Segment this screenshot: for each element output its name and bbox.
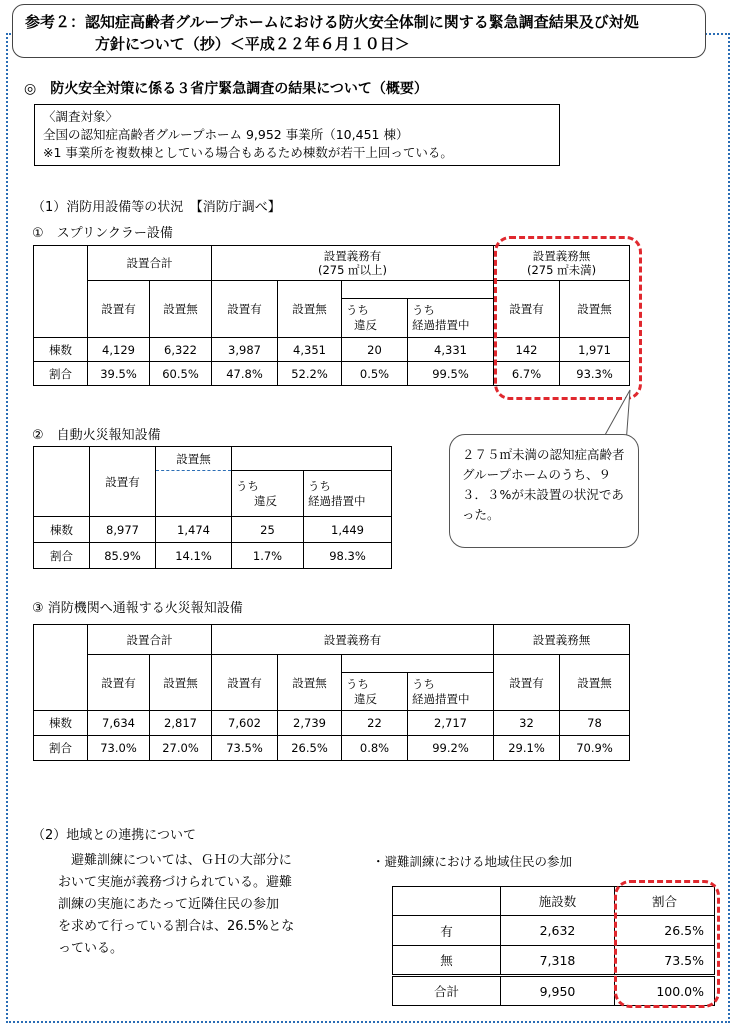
col-group-required: 設置義務有	[212, 625, 494, 655]
col-group-required	[212, 246, 494, 281]
cell: 26.5%	[615, 916, 715, 946]
cell: 100.0%	[615, 976, 715, 1006]
para-line: 避難訓練については、ＧＨの大部分に	[58, 853, 292, 868]
uchi-label: うち	[308, 478, 331, 493]
corner-cell	[34, 246, 88, 338]
para-line: を求めて行っている割合は、26.5%とな	[58, 919, 295, 934]
para-line: っている。	[58, 941, 124, 956]
fire-alarm-table	[33, 446, 392, 569]
violation-label: 違反	[254, 493, 277, 508]
uchi-label: うち	[236, 478, 259, 493]
cell: 3,987	[212, 338, 278, 362]
cell: 4,331	[408, 338, 494, 362]
cell: 47.8%	[212, 362, 278, 386]
row-label-count: 棟数	[34, 338, 88, 362]
col-yes: 設置有	[212, 655, 278, 711]
col-ratio: 割合	[615, 887, 715, 916]
header-line-1: 参考２：認知症高齢者グループホームにおける防火安全体制に関する緊急調査結果及び対処	[25, 13, 639, 31]
cell: 1.7%	[232, 543, 304, 569]
cell: 142	[494, 338, 560, 362]
para-line: 訓練の実施にあたって近隣住民の参加	[58, 897, 280, 912]
cell: 4,129	[88, 338, 150, 362]
cell: 1,474	[156, 517, 232, 543]
col-no: 設置無	[278, 655, 342, 711]
cell: 7,318	[501, 946, 615, 976]
cell: 1,449	[304, 517, 392, 543]
col-no: 設置無	[560, 655, 630, 711]
cell: 32	[494, 711, 560, 736]
cell: 2,632	[501, 916, 615, 946]
col-no: 設置無	[150, 655, 212, 711]
col-transitional	[304, 471, 392, 517]
cell: 2,739	[278, 711, 342, 736]
cell: 70.9%	[560, 736, 630, 761]
row-label: 有	[393, 916, 501, 946]
sprinkler-title: ① スプリンクラー設備	[32, 226, 173, 241]
cell: 73.5%	[212, 736, 278, 761]
cell: 27.0%	[150, 736, 212, 761]
survey-target-box	[34, 104, 560, 166]
cell: 9,950	[501, 976, 615, 1006]
uchi-label: うち	[412, 676, 435, 691]
participation-title: ・避難訓練における地域住民の参加	[372, 854, 573, 869]
cell: 6,322	[150, 338, 212, 362]
spacer-cell	[342, 281, 494, 299]
cell: 2,817	[150, 711, 212, 736]
cell: 93.3%	[560, 362, 630, 386]
spacer-cell	[342, 655, 494, 673]
header-line-2: 方針について（抄）＜平成２２年６月１０日＞	[95, 35, 410, 53]
cell: 4,351	[278, 338, 342, 362]
cell: 2,717	[408, 711, 494, 736]
col-no: 設置無	[150, 281, 212, 338]
col-yes: 設置有	[88, 281, 150, 338]
cell: 78	[560, 711, 630, 736]
page-header	[12, 4, 706, 58]
cell: 7,634	[88, 711, 150, 736]
corner-cell	[34, 447, 90, 517]
notify-title: ③ 消防機関へ通報する火災報知設備	[32, 601, 243, 616]
highlight-not-required	[494, 236, 642, 400]
col-yes: 設置有	[212, 281, 278, 338]
cell: 85.9%	[90, 543, 156, 569]
callout-bubble: ２７５㎡未満の認知症高齢者グループホームのうち、９３．３%が未設置の状況であった。	[449, 434, 639, 548]
cell: 98.3%	[304, 543, 392, 569]
cell: 99.5%	[408, 362, 494, 386]
survey-heading: 〈調査対象〉	[43, 109, 119, 124]
corner-cell	[393, 887, 501, 916]
cell: 73.0%	[88, 736, 150, 761]
row-label-ratio: 割合	[34, 543, 90, 569]
cell: 6.7%	[494, 362, 560, 386]
uchi-label: うち	[346, 676, 369, 691]
para-line: おいて実施が義務づけられている。避難	[58, 875, 293, 890]
section1-title: （1）消防用設備等の状況 【消防庁調べ】	[32, 200, 281, 215]
col-violation	[232, 471, 304, 517]
spacer-cell	[156, 471, 232, 517]
col-transitional	[408, 299, 494, 338]
col-no: 設置無	[278, 281, 342, 338]
notify-table	[33, 624, 630, 761]
highlight-ratio-column	[614, 880, 720, 1008]
fire-alarm-title: ② 自動火災報知設備	[32, 428, 161, 443]
transitional-label: 経過措置中	[412, 691, 470, 706]
required-label: 設置義務有	[323, 249, 382, 263]
cell: 0.8%	[342, 736, 408, 761]
cell: 60.5%	[150, 362, 212, 386]
col-transitional	[408, 673, 494, 711]
col-no: 設置無	[560, 281, 630, 338]
cell: 29.1%	[494, 736, 560, 761]
cell: 7,602	[212, 711, 278, 736]
cell: 26.5%	[278, 736, 342, 761]
row-label: 無	[393, 946, 501, 976]
col-group-not-required: 設置義務無	[494, 625, 630, 655]
transitional-label: 経過措置中	[412, 318, 470, 332]
cell: 52.2%	[278, 362, 342, 386]
main-title: ◎ 防火安全対策に係る３省庁緊急調査の結果について（概要）	[24, 81, 428, 97]
cell: 14.1%	[156, 543, 232, 569]
col-count: 施設数	[501, 887, 615, 916]
col-violation	[342, 299, 408, 338]
required-sub: (275 ㎡以上)	[317, 263, 388, 277]
survey-line-2: ※1 事業所を複数棟としている場合もあるため棟数が若干上回っている。	[43, 145, 453, 160]
violation-label: 違反	[354, 318, 377, 332]
row-label-ratio: 割合	[34, 362, 88, 386]
cell: 39.5%	[88, 362, 150, 386]
cell: 25	[232, 517, 304, 543]
col-group-total: 設置合計	[88, 625, 212, 655]
col-yes: 設置有	[88, 655, 150, 711]
not-required-label: 設置義務無	[532, 249, 591, 263]
col-yes: 設置有	[494, 655, 560, 711]
row-label-count: 棟数	[34, 517, 90, 543]
uchi-label: うち	[412, 303, 435, 317]
uchi-label: うち	[346, 303, 369, 317]
col-no: 設置無	[156, 447, 232, 471]
cell: 20	[342, 338, 408, 362]
transitional-label: 経過措置中	[308, 493, 366, 508]
col-group-total: 設置合計	[88, 246, 212, 281]
section2-title: （2）地域との連携について	[32, 828, 197, 843]
survey-line-1: 全国の認知症高齢者グループホーム 9,952 事業所（10,451 棟）	[43, 127, 409, 142]
row-label-count: 棟数	[34, 711, 88, 736]
row-label-ratio: 割合	[34, 736, 88, 761]
cell: 99.2%	[408, 736, 494, 761]
section2-paragraph	[58, 850, 358, 960]
cell: 0.5%	[342, 362, 408, 386]
not-required-sub: (275 ㎡未満)	[526, 263, 597, 277]
cell: 22	[342, 711, 408, 736]
cell: 1,971	[560, 338, 630, 362]
col-violation	[342, 673, 408, 711]
col-yes: 設置有	[494, 281, 560, 338]
cell: 8,977	[90, 517, 156, 543]
corner-cell	[34, 625, 88, 711]
row-label-total: 合計	[393, 976, 501, 1006]
violation-label: 違反	[354, 691, 377, 706]
spacer-cell	[232, 447, 392, 471]
cell: 73.5%	[615, 946, 715, 976]
col-yes: 設置有	[90, 447, 156, 517]
